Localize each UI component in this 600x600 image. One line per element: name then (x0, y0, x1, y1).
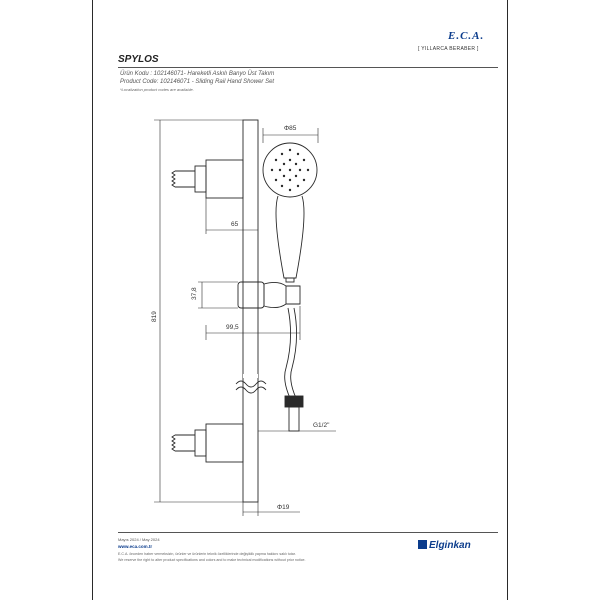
eca-logo (418, 30, 490, 58)
hand-shower (263, 143, 317, 282)
footer-disclaimer-tr: E.C.A. önceden haber vermeksizin, ürünler ve ürünlerin teknik özelliklerinde değişiklik yapma hakkını saklı tutar. (118, 552, 296, 556)
header-divider (118, 67, 498, 68)
footer-date: Mayıs 2024 / May 2024 (118, 537, 160, 542)
sliding-holder (238, 282, 300, 308)
sliding-rail (243, 120, 258, 502)
footer-divider (118, 532, 498, 533)
break-mark-lower (236, 381, 266, 387)
elginkan-logo (418, 540, 471, 551)
upper-wall-bracket (172, 160, 243, 198)
dim-head-diameter: Φ85 (284, 125, 297, 132)
footer-website[interactable]: www.eca.com.tr (118, 544, 153, 549)
dim-holder-height: 37,8 (191, 287, 198, 300)
dim-thread: G1/2" (313, 422, 330, 429)
product-code-en: Product Code: 102146071 - Sliding Rail Hand Shower Set (120, 79, 275, 85)
dim-rail-length: 819 (151, 311, 158, 322)
lower-wall-bracket (172, 424, 243, 462)
product-code-tr: Ürün Kodu : 102146071- Hareketli Askılı Banyo Üst Takım (120, 71, 275, 77)
dim-rail-diameter: Φ19 (277, 504, 290, 511)
footer-disclaimer-en: We reserve the right to alter product specifications and colors and to make technical modifications without prior notice. (118, 558, 306, 562)
localization-note: *Localization product codes are available. (120, 87, 194, 92)
product-title: SPYLOS (118, 54, 159, 65)
technical-drawing (92, 100, 506, 520)
break-mark-upper (236, 387, 266, 393)
dimension-lines (154, 120, 336, 516)
nozzle-pattern (271, 149, 309, 191)
elginkan-icon (418, 540, 427, 549)
logo-tagline: [ YILLARCA BERABER ] (418, 46, 479, 52)
dim-bracket-depth: 65 (231, 221, 239, 228)
dim-holder-depth: 99,5 (226, 324, 239, 331)
brand-name: Elginkan (429, 540, 471, 551)
logo-mark: E.C.A. (448, 30, 485, 42)
